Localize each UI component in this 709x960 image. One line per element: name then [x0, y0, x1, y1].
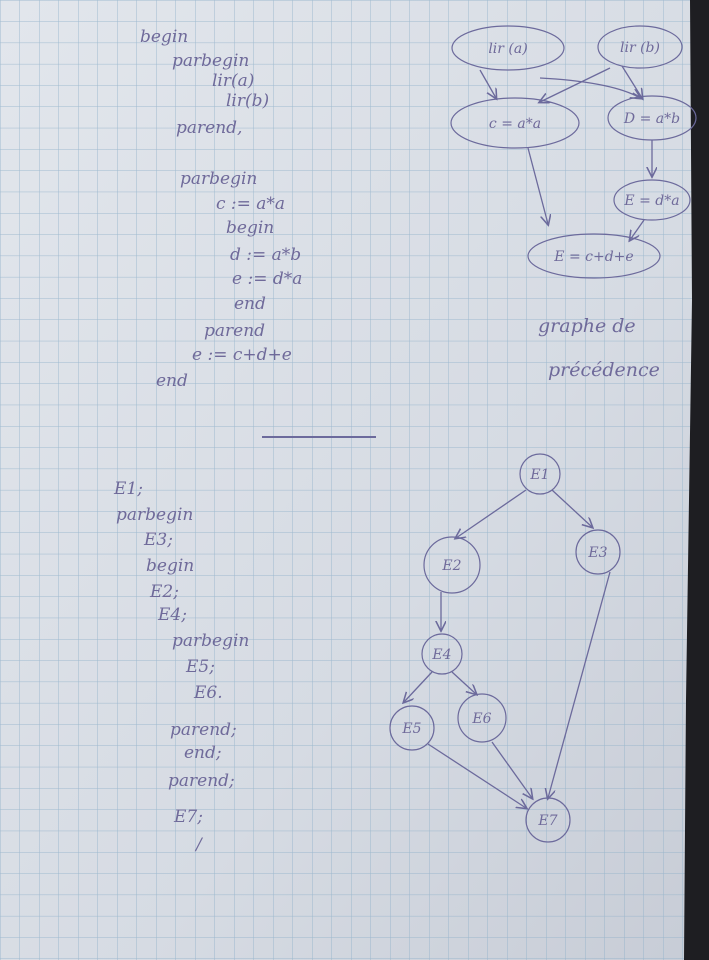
- code-line: parend,: [176, 118, 243, 138]
- code-line: begin: [146, 556, 195, 576]
- node-label: E = c+d+e: [554, 249, 634, 265]
- graph-caption: graphe de: [538, 315, 636, 337]
- code-line: parend;: [168, 771, 235, 791]
- node-label: E6: [472, 711, 492, 727]
- node-label: E4: [432, 647, 452, 663]
- node-label: lir (a): [488, 41, 528, 57]
- code-line: E3;: [144, 530, 173, 550]
- node-label: E1: [530, 467, 550, 483]
- code-line: c := a*a: [216, 194, 286, 214]
- code-line: parbegin: [116, 505, 194, 525]
- code-line: begin: [226, 218, 275, 238]
- node-label: E3: [588, 545, 608, 561]
- code-line: E2;: [150, 582, 179, 602]
- code-line: E1;: [114, 479, 143, 499]
- code-line: /: [196, 835, 202, 855]
- code-line: end: [234, 294, 266, 314]
- node-label: E2: [442, 558, 462, 574]
- node-label: E5: [402, 721, 422, 737]
- code-line: d := a*b: [230, 245, 302, 265]
- code-line: end: [156, 371, 188, 391]
- node-label: E = d*a: [624, 193, 680, 209]
- node-label: E7: [538, 813, 558, 829]
- code-line: begin: [140, 27, 189, 47]
- code-line: E6.: [194, 683, 223, 703]
- code-line: parbegin: [172, 631, 250, 651]
- code-line: parbegin: [172, 51, 250, 71]
- code-line: E7;: [174, 807, 203, 827]
- code-line: E4;: [158, 605, 187, 625]
- code-line: lir(a): [212, 71, 255, 91]
- node-label: D = a*b: [623, 111, 681, 127]
- code-line: e := c+d+e: [192, 345, 292, 365]
- code-line: e := d*a: [232, 269, 303, 289]
- code-line: parbegin: [180, 169, 258, 189]
- code-line: lir(b): [226, 91, 270, 111]
- node-label: lir (b): [620, 40, 660, 56]
- node-label: c = a*a: [488, 116, 542, 132]
- code-line: parend: [204, 321, 266, 341]
- code-line: parend;: [170, 720, 237, 740]
- graph-caption: précédence: [548, 359, 660, 381]
- code-line: end;: [184, 743, 222, 763]
- code-line: E5;: [186, 657, 215, 677]
